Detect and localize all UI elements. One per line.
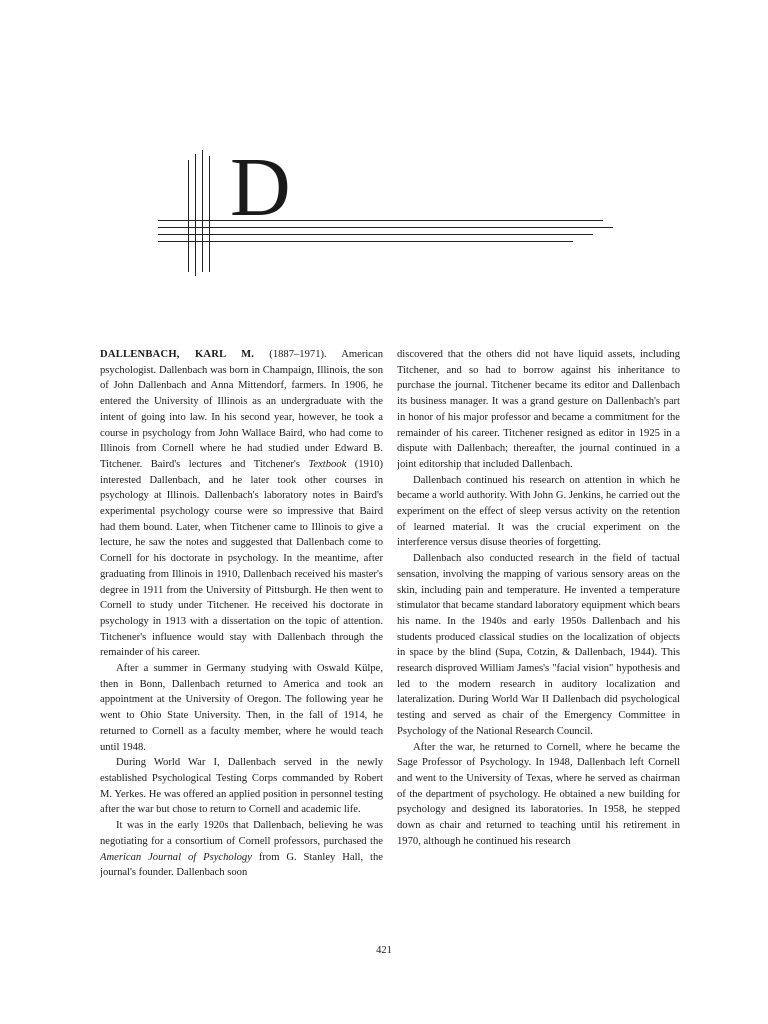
ornament-vertical-rule [202, 150, 203, 272]
paragraph: discovered that the others did not have liquid assets, including Titchener, and so had to borrow against his inheritance to purchase the journal. Titchener became its editor and Dallenbach its business manager. It was a grand gesture on Dallenbach's part in honor of his major professor and became a commitment for the remainder of his career. Titchener resigned as editor in 1925 in a dispute with Dallenbach; thereafter, the journal continued in a joint editorship that included Dallenbach. [397, 349, 680, 470]
ornament-horizontal-rule [158, 220, 603, 221]
entry-headword: DALLENBACH, KARL M. [100, 349, 255, 360]
ornament-horizontal-rule [158, 241, 573, 242]
paragraph: After the war, he returned to Cornell, where he became the Sage Professor of Psychology. In 1948, Dallenbach left Cornell and went to the University of Texas, where he served as chairman of the department of psychology. He obtained a new building for psychology and designed its laboratories. In 1958, he stepped down as chair and returned to teaching until his retirement in 1970, although he continued his research [397, 741, 680, 847]
paragraph: After a summer in Germany studying with Oswald Külpe, then in Bonn, Dallenbach returned to America and took an appointment at the University of Oregon. The following year he went to Ohio State University. Then, in the fall of 1914, he returned to Cornell as a faculty member, where he would teach until 1948. [100, 663, 383, 753]
section-letter: D [230, 141, 291, 234]
ornament-horizontal-rule [158, 234, 593, 235]
paragraph: It was in the early 1920s that Dallenbach, believing he was negotiating for a consortium of Cornell professors, purchased the American Journal of Psychology from G. Stanley Hall, the journal's founder. Dallenbach soon [100, 820, 383, 879]
right-column [397, 347, 680, 937]
paragraph: Dallenbach continued his research on attention in which he became a world authority. With John G. Jenkins, he carried out the experiment on the effect of sleep versus activity on the retention of learned material. It was the crucial experiment on the interference versus disuse theories of forgetting. [397, 474, 680, 549]
ornament-vertical-rule [188, 160, 189, 272]
paragraph: DALLENBACH, KARL M. (1887–1971). American psychologist. Dallenbach was born in Champaign, Illinois, the son of John Dallenbach and Anna Mittendorf, farmers. In 1906, he entered the University of Illinois as an undergraduate with the intent of going into law. In his second year, however, he took a course in psychology from John Wallace Baird, who had come to Illinois from Cornell where he had studied under Edward B. Titchener. Baird's lectures and Titchener's Textbook (1910) interested Dallenbach, and he later took other courses in psychology at Illinois. Dallenbach's laboratory notes in Baird's experimental psychology course were so impressive that Baird had them bound. Later, when Titchener came to Illinois to give a lecture, he saw the notes and suggested that Dallenbach come to Cornell for his doctorate in psychology. In the meantime, after graduating from Illinois in 1910, Dallenbach received his master's degree in 1911 from the University of Pittsburgh. He then went to Cornell to study under Titchener. He received his doctorate in psychology in 1913 with a dissertation on the topic of attention. Titchener's influence would stay with Dallenbach through the remainder of his career. [100, 349, 383, 659]
body-text [100, 347, 680, 937]
page-number: 421 [376, 945, 392, 956]
entry-dates: (1887–1971). American psychologist. [100, 349, 383, 376]
ornament-horizontal-rule [158, 227, 613, 228]
paragraph: During World War I, Dallenbach served in the newly established Psychological Testing Corps commanded by Robert M. Yerkes. He was offered an applied position in personnel testing after the war but chose to return to Cornell and academic life. [100, 757, 383, 816]
section-header-ornament [150, 140, 620, 280]
ornament-vertical-rule [195, 154, 196, 276]
ornament-vertical-rule [209, 156, 210, 272]
left-column [100, 347, 383, 937]
paragraph: Dallenbach also conducted research in the field of tactual sensation, involving the mapping of various sensory areas on the skin, including pain and temperature. He invented a temperature stimulator that became standard laboratory equipment which bears his name. In the 1940s and early 1950s Dallenbach and his students produced classical studies on the localization of objects in space by the blind (Supa, Cotzin, & Dallenbach, 1944). This research disproved William James's "facial vision" hypothesis and led to the modern research in auditory localization and lateralization. During World War II Dallenbach did psychological testing and served as chair of the Emergency Committee in Psychology of the National Research Council. [397, 553, 680, 737]
